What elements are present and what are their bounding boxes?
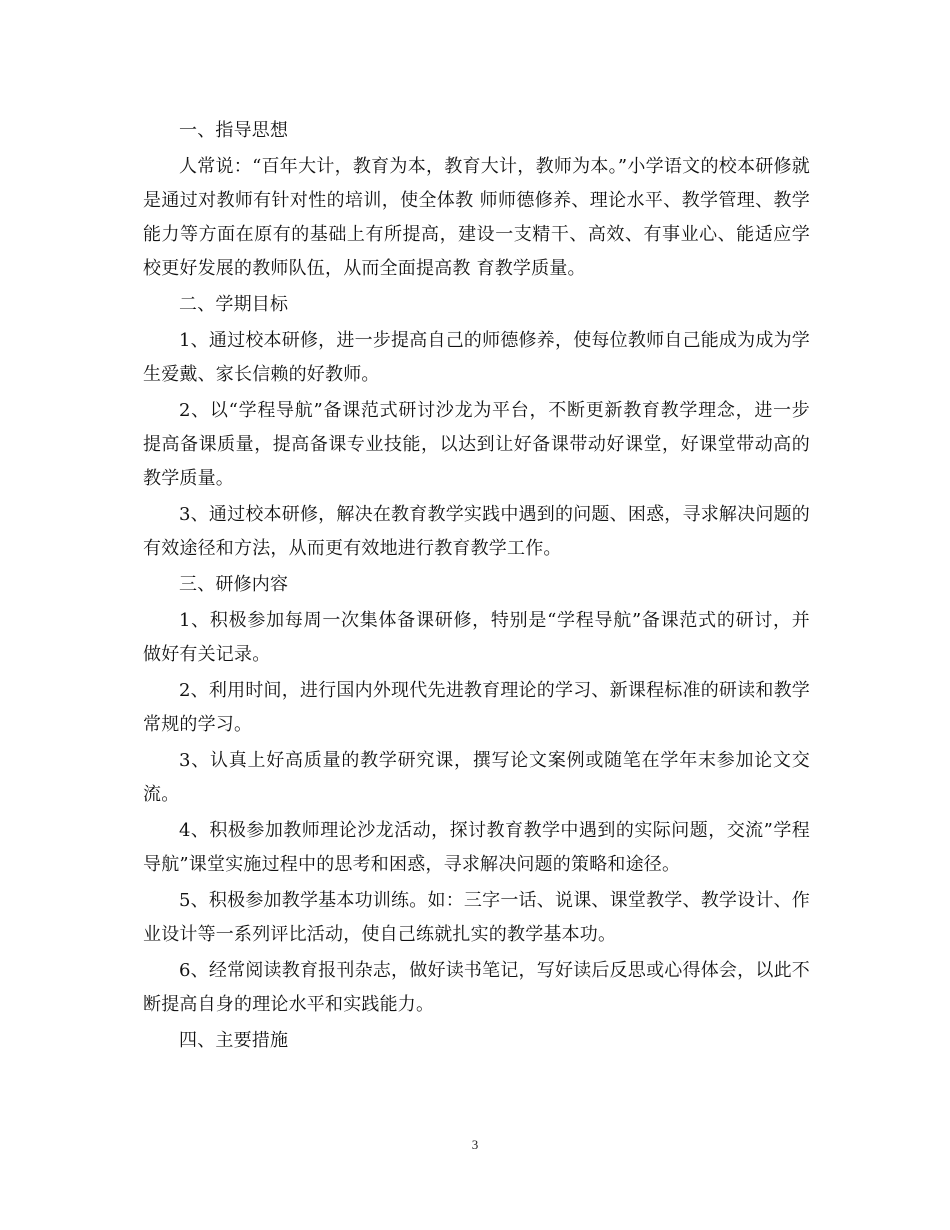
section-heading-guiding-ideology: 一、指导思想 bbox=[179, 120, 289, 141]
paragraph-guiding-ideology: 人常说：“百年大计，教育为本，教育大计，教师为本。”小学语文的校本研修就是通过对教师有针对性的培训，使全体教 师师德修养、理论水平、教学管理、教学能力等方面在原有的基础上有所提高，建设一支精干、高效、有事业心、能适应学校更好发展的教师队伍，从而全面提高教 育教学质量。 bbox=[143, 156, 810, 279]
document-body bbox=[143, 114, 810, 1060]
paragraph-content-4: 4、积极参加教师理论沙龙活动，探讨教育教学中遇到的实际问题，交流”学程导航”课堂实施过程中的思考和困惑，寻求解决问题的策略和途径。 bbox=[143, 820, 810, 875]
page-number: 3 bbox=[471, 1137, 479, 1152]
paragraph-content-3: 3、认真上好高质量的教学研究课，撰写论文案例或随笔在学年末参加论文交流。 bbox=[143, 750, 810, 805]
paragraph-goal-1: 1、通过校本研修，进一步提高自己的师德修养，使每位教师自己能成为成为学生爱戴、家长信赖的好教师。 bbox=[143, 330, 810, 385]
paragraph-goal-3: 3、通过校本研修，解决在教育教学实践中遇到的问题、困惑，寻求解决问题的有效途径和方法，从而更有效地进行教育教学工作。 bbox=[143, 504, 810, 559]
section-heading-main-measures: 四、主要措施 bbox=[179, 1030, 289, 1051]
paragraph-content-2: 2、利用时间，进行国内外现代先进教育理论的学习、新课程标准的研读和教学常规的学习。 bbox=[143, 680, 810, 735]
paragraph-content-1: 1、积极参加每周一次集体备课研修，特别是“学程导航”备课范式的研讨，并做好有关记录。 bbox=[143, 610, 810, 665]
paragraph-content-5: 5、积极参加教学基本功训练。如：三字一话、说课、课堂教学、教学设计、作业设计等一系列评比活动，使自己练就扎实的教学基本功。 bbox=[143, 890, 810, 945]
section-heading-training-content: 三、研修内容 bbox=[179, 574, 289, 595]
paragraph-content-6: 6、经常阅读教育报刊杂志，做好读书笔记，写好读后反思或心得体会，以此不断提高自身的理论水平和实践能力。 bbox=[143, 960, 810, 1015]
section-heading-semester-goals: 二、学期目标 bbox=[179, 294, 289, 315]
paragraph-goal-2: 2、以“学程导航”备课范式研讨沙龙为平台，不断更新教育教学理念，进一步提高备课质量，提高备课专业技能，以达到让好备课带动好课堂，好课堂带动高的教学质量。 bbox=[143, 400, 810, 489]
